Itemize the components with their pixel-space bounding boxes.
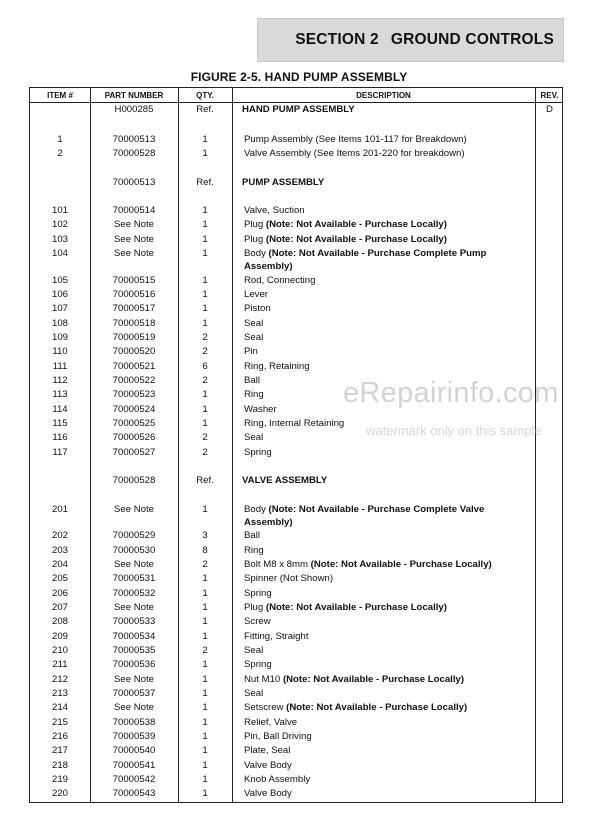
description-text: Valve, Suction: [244, 205, 305, 216]
quantity: 1: [202, 588, 208, 599]
description-note: (Note: Not Available - Purchase Locally): [265, 602, 447, 613]
description-note: (Note: Not Available - Purchase Locally): [310, 559, 492, 570]
item-number: 208: [51, 616, 68, 627]
description: [244, 545, 526, 558]
quantity: 2: [202, 432, 208, 443]
item-number: 105: [51, 275, 68, 286]
item-number: 204: [51, 559, 68, 570]
description-text: Plug: [244, 219, 264, 230]
part-number: 70000532: [112, 588, 156, 599]
description: [244, 504, 526, 529]
parts-table: [29, 87, 563, 803]
description: [244, 361, 526, 374]
part-number: 70000533: [112, 616, 156, 627]
description-note-continued: Assembly): [244, 516, 293, 528]
description-text: Spring: [244, 588, 272, 599]
description-text: Ring, Retaining: [244, 361, 310, 372]
item-number: 1: [57, 134, 63, 145]
part-number: 70000534: [112, 631, 156, 642]
description-text: Body: [244, 248, 266, 259]
description-note-continued: Assembly): [244, 260, 293, 272]
description: [244, 303, 526, 316]
item-number: 115: [52, 418, 68, 429]
item-number: 215: [51, 717, 68, 728]
part-number: 70000543: [112, 788, 156, 799]
description: [244, 645, 526, 658]
item-number: 206: [51, 588, 68, 599]
quantity: 1: [202, 303, 208, 314]
description: [244, 275, 526, 288]
description: [244, 205, 526, 218]
description-text: Ring: [244, 545, 264, 556]
quantity: 6: [202, 361, 208, 372]
part-number: 70000525: [112, 418, 156, 429]
quantity: 2: [202, 346, 208, 357]
section-title: GROUND CONTROLS: [390, 31, 554, 48]
description-note: (Note: Not Available - Purchase Locally): [286, 702, 468, 713]
part-number: See Note: [113, 559, 154, 570]
description: [244, 289, 526, 302]
quantity: 2: [202, 645, 208, 656]
item-number: 201: [51, 504, 68, 515]
part-number: 70000529: [112, 530, 156, 541]
quantity: Ref.: [196, 475, 214, 486]
item-number: 113: [52, 389, 68, 400]
column-divider: [232, 88, 233, 802]
description: [244, 573, 526, 586]
part-number: 70000526: [112, 432, 156, 443]
column-divider: [535, 88, 536, 802]
description-text: Ball: [244, 530, 260, 541]
part-number: 70000528: [112, 148, 156, 159]
part-number: See Note: [113, 504, 154, 515]
description-text: Spinner (Not Shown): [244, 573, 334, 584]
description-text: HAND PUMP ASSEMBLY: [242, 104, 355, 115]
description-text: Pin: [244, 346, 258, 357]
item-number: 111: [52, 361, 68, 372]
item-number: 104: [51, 248, 68, 259]
item-number: 117: [52, 447, 68, 458]
item-number: 106: [51, 289, 68, 300]
item-number: 209: [51, 631, 68, 642]
column-header-description: DESCRIPTION: [356, 91, 411, 100]
column-header-rev: REV.: [540, 91, 559, 100]
quantity: 1: [202, 205, 208, 216]
part-number: 70000521: [112, 361, 156, 372]
description-text: Ring: [244, 389, 264, 400]
quantity: 1: [202, 659, 208, 670]
item-number: 114: [52, 404, 68, 415]
description-note: (Note: Not Available - Purchase Complete Pump: [268, 248, 487, 259]
description: [244, 559, 526, 572]
description: [244, 702, 526, 715]
description-text: Fitting, Straight: [244, 631, 309, 642]
description-text: Setscrew: [244, 702, 284, 713]
quantity: 1: [202, 573, 208, 584]
part-number: 70000522: [112, 375, 156, 386]
description: [244, 659, 526, 672]
description: [244, 248, 526, 273]
quantity: 1: [202, 745, 208, 756]
quantity: 1: [202, 404, 208, 415]
description-text: Seal: [244, 432, 264, 443]
part-number: 70000513: [112, 134, 156, 145]
description-text: Ball: [244, 375, 260, 386]
description-text: Rod, Connecting: [244, 275, 316, 286]
description-text: Washer: [244, 404, 277, 415]
description-text: VALVE ASSEMBLY: [242, 475, 328, 486]
item-number: 110: [52, 346, 68, 357]
description: [244, 234, 526, 247]
description-note: (Note: Not Available - Purchase Locally): [265, 234, 447, 245]
description: [242, 177, 524, 190]
part-number: 70000517: [112, 303, 156, 314]
quantity: 1: [202, 717, 208, 728]
part-number: 70000530: [112, 545, 156, 556]
quantity: 1: [202, 702, 208, 713]
column-header-qty: QTY.: [196, 91, 214, 100]
item-number: 116: [52, 432, 68, 443]
item-number: 107: [51, 303, 68, 314]
description: [244, 134, 526, 147]
part-number: 70000519: [112, 332, 156, 343]
quantity: 1: [202, 418, 208, 429]
figure-title: FIGURE 2-5. HAND PUMP ASSEMBLY: [190, 70, 408, 84]
description: [244, 745, 526, 758]
item-number: 112: [52, 375, 68, 386]
revision: D: [546, 104, 553, 115]
part-number: See Note: [113, 248, 154, 259]
quantity: 1: [202, 602, 208, 613]
part-number: 70000520: [112, 346, 156, 357]
quantity: 1: [202, 731, 208, 742]
quantity: 2: [202, 332, 208, 343]
item-number: 101: [51, 205, 68, 216]
quantity: 1: [202, 134, 208, 145]
section-header: [257, 18, 564, 62]
description: [244, 674, 526, 687]
quantity: 2: [202, 559, 208, 570]
description: [244, 616, 526, 629]
part-number: 70000528: [112, 475, 156, 486]
quantity: 2: [202, 375, 208, 386]
part-number: See Note: [113, 602, 154, 613]
description-note: (Note: Not Available - Purchase Locally): [265, 219, 447, 230]
description-text: Spring: [244, 659, 272, 670]
item-number: 108: [51, 318, 68, 329]
description-text: Valve Assembly (See Items 201-220 for breakdown): [244, 148, 465, 159]
description-text: Spring: [244, 447, 272, 458]
part-number: 70000523: [112, 389, 156, 400]
description-text: Knob Assembly: [244, 774, 311, 785]
section-number: SECTION 2: [295, 31, 379, 48]
item-number: 210: [51, 645, 68, 656]
description-text: Plate, Seal: [244, 745, 291, 756]
description-text: Plug: [244, 234, 264, 245]
description: [242, 104, 524, 117]
description-text: Seal: [244, 332, 264, 343]
description: [244, 774, 526, 787]
part-number: 70000524: [112, 404, 156, 415]
part-number: 70000535: [112, 645, 156, 656]
description-text: Bolt M8 x 8mm: [244, 559, 308, 570]
part-number: See Note: [113, 674, 154, 685]
column-header-item: ITEM #: [47, 91, 73, 100]
quantity: 1: [202, 248, 208, 259]
quantity: 1: [202, 616, 208, 627]
item-number: 218: [51, 760, 68, 771]
part-number: 70000542: [112, 774, 156, 785]
part-number: 70000527: [112, 447, 156, 458]
part-number: 70000540: [112, 745, 156, 756]
item-number: 203: [51, 545, 68, 556]
quantity: 3: [202, 530, 208, 541]
part-number: 70000536: [112, 659, 156, 670]
description: [244, 346, 526, 359]
part-number: 70000539: [112, 731, 156, 742]
header-divider: [30, 102, 562, 103]
description: [244, 788, 526, 801]
description-text: Piston: [244, 303, 271, 314]
description-text: Nut M10: [244, 674, 281, 685]
description: [244, 760, 526, 773]
part-number: 70000518: [112, 318, 156, 329]
quantity: 8: [202, 545, 208, 556]
quantity: Ref.: [196, 177, 214, 188]
item-number: 216: [51, 731, 68, 742]
item-number: 213: [51, 688, 68, 699]
quantity: 1: [202, 631, 208, 642]
part-number: 70000515: [112, 275, 156, 286]
description: [244, 717, 526, 730]
description: [244, 447, 526, 460]
description-text: Relief, Valve: [244, 717, 298, 728]
part-number: 70000538: [112, 717, 156, 728]
description: [244, 332, 526, 345]
description: [244, 318, 526, 331]
description-text: Pump Assembly (See Items 101-117 for Breakdown): [244, 134, 467, 145]
item-number: 102: [51, 219, 68, 230]
description-text: Seal: [244, 645, 264, 656]
item-number: 219: [51, 774, 68, 785]
item-number: 220: [51, 788, 68, 799]
quantity: 1: [202, 318, 208, 329]
description-text: Ring, Internal Retaining: [244, 418, 345, 429]
description: [244, 588, 526, 601]
part-number: 70000541: [112, 760, 156, 771]
part-number: See Note: [113, 219, 154, 230]
watermark-subtext: watermark only on this sample: [366, 423, 542, 438]
quantity: 1: [202, 289, 208, 300]
part-number: 70000516: [112, 289, 156, 300]
part-number: 70000514: [112, 205, 156, 216]
part-number: 70000513: [112, 177, 156, 188]
quantity: 1: [202, 774, 208, 785]
quantity: 1: [202, 760, 208, 771]
description: [244, 530, 526, 543]
description-text: Valve Body: [244, 788, 292, 799]
quantity: 1: [202, 275, 208, 286]
description: [244, 688, 526, 701]
item-number: 217: [51, 745, 68, 756]
description-text: Body: [244, 504, 266, 515]
description: [244, 602, 526, 615]
description-text: Valve Body: [244, 760, 292, 771]
quantity: Ref.: [196, 104, 214, 115]
description: [244, 731, 526, 744]
description: [244, 219, 526, 232]
description: [242, 475, 524, 488]
item-number: 214: [51, 702, 68, 713]
quantity: 2: [202, 447, 208, 458]
quantity: 1: [202, 148, 208, 159]
description-text: Seal: [244, 318, 264, 329]
part-number: See Note: [113, 234, 154, 245]
item-number: 202: [51, 530, 68, 541]
description: [244, 631, 526, 644]
quantity: 1: [202, 389, 208, 400]
quantity: 1: [202, 504, 208, 515]
part-number: H000285: [114, 104, 154, 115]
part-number: See Note: [113, 702, 154, 713]
quantity: 1: [202, 674, 208, 685]
watermark-text: eRepairinfo.com: [343, 377, 559, 409]
description-text: Plug: [244, 602, 264, 613]
quantity: 1: [202, 234, 208, 245]
item-number: 103: [51, 234, 68, 245]
description-text: Pin, Ball Driving: [244, 731, 312, 742]
description-text: Seal: [244, 688, 264, 699]
description: [244, 148, 526, 161]
item-number: 207: [51, 602, 68, 613]
part-number: 70000531: [112, 573, 156, 584]
quantity: 1: [202, 788, 208, 799]
quantity: 1: [202, 219, 208, 230]
description-text: Screw: [244, 616, 271, 627]
item-number: 205: [51, 573, 68, 584]
item-number: 212: [51, 674, 68, 685]
item-number: 109: [51, 332, 68, 343]
column-header-part-number: PART NUMBER: [104, 91, 164, 100]
description-text: Lever: [244, 289, 268, 300]
part-number: 70000537: [112, 688, 156, 699]
description-text: PUMP ASSEMBLY: [242, 177, 325, 188]
description-note: (Note: Not Available - Purchase Complete Valve: [268, 504, 485, 515]
quantity: 1: [202, 688, 208, 699]
item-number: 2: [57, 148, 63, 159]
description-note: (Note: Not Available - Purchase Locally): [282, 674, 465, 685]
item-number: 211: [52, 659, 68, 670]
